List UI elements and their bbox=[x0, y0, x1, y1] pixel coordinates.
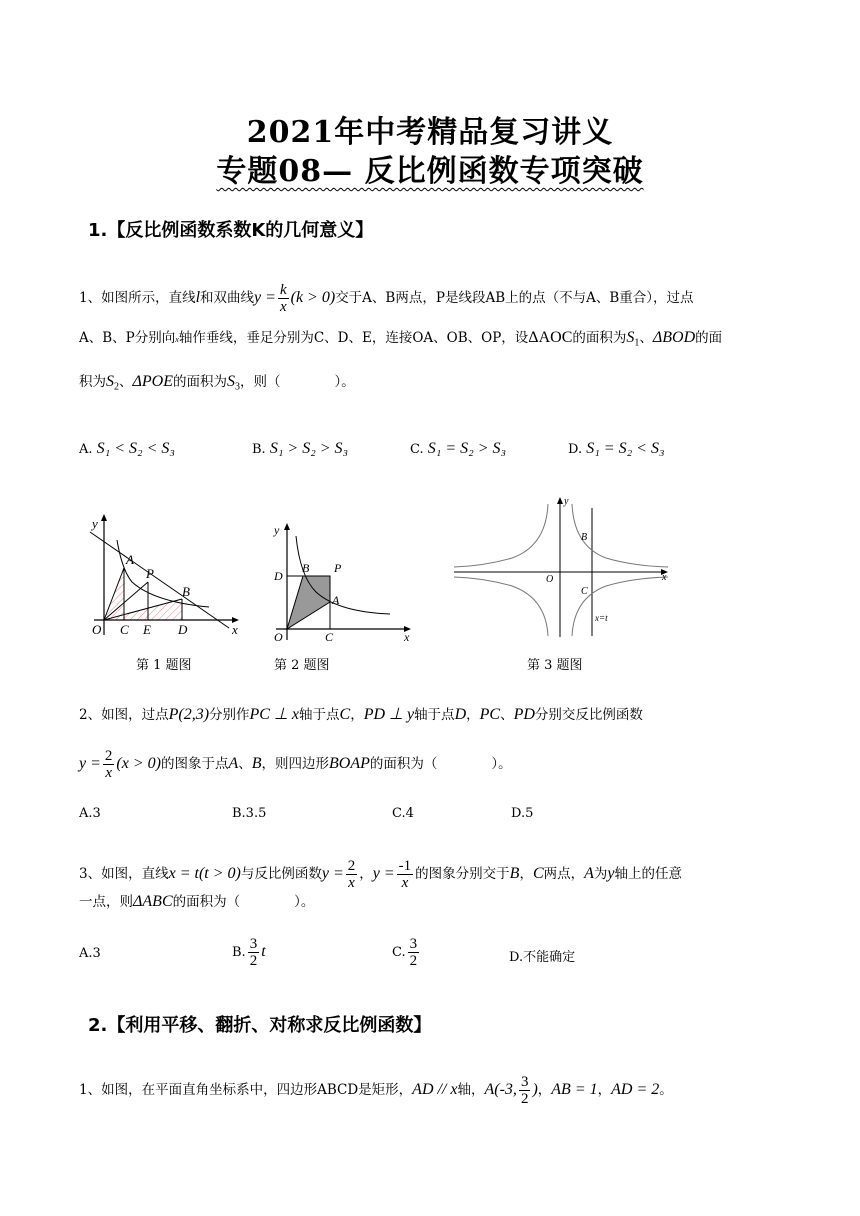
segment-pc: PC bbox=[479, 706, 501, 723]
figure-1 bbox=[84, 510, 254, 640]
figure-1-caption: 第 1 题图 bbox=[136, 658, 192, 673]
line-x-eq-t: x = t(t > 0) bbox=[168, 865, 241, 882]
frac-den: x bbox=[105, 765, 112, 781]
q2-number: 2、 bbox=[79, 707, 102, 723]
q3-text: ， bbox=[519, 866, 533, 882]
fraction-2-over-x bbox=[103, 748, 115, 781]
fig3-label-c: C bbox=[581, 586, 588, 597]
q3-text: 的面积为（ ）。 bbox=[172, 894, 315, 910]
var-t: t bbox=[261, 943, 266, 960]
fig3-label-y: y bbox=[564, 496, 569, 507]
q1-text: 和双曲线 bbox=[200, 290, 255, 306]
fig1-label-c: C bbox=[120, 622, 129, 637]
document-title: 2021年中考精品复习讲义 bbox=[246, 115, 614, 150]
document-subtitle bbox=[0, 146, 860, 190]
q1-line-3 bbox=[79, 372, 355, 398]
frac-num: k bbox=[279, 282, 287, 298]
ab-equals: AB = 1 bbox=[551, 1081, 598, 1098]
s2-q1-text: ， bbox=[597, 1082, 612, 1098]
q2-text: 、 bbox=[500, 707, 514, 723]
q2-text: ，则四边形 bbox=[261, 756, 330, 772]
q1-text: 、 bbox=[639, 330, 653, 346]
frac-num: 3 bbox=[409, 936, 418, 952]
fig2-label-x: x bbox=[404, 630, 410, 644]
var-s1: S bbox=[626, 329, 635, 346]
fig2-label-o: O bbox=[274, 630, 283, 644]
frac-den: x bbox=[401, 875, 409, 891]
option-text: S₁ < S₂ < S₃ bbox=[96, 440, 175, 457]
section-heading-2: 2.【利用平移、翻折、对称求反比例函数】 bbox=[88, 1015, 432, 1036]
option-letter: B. bbox=[232, 945, 246, 960]
q2-text: 如图，过点 bbox=[101, 707, 169, 723]
fraction-k-over-x bbox=[278, 282, 289, 315]
q3-text: 的图象分别交于 bbox=[415, 866, 510, 882]
q1-text: 交于A、B两点，P是线段AB上的点（不与A、B重合），过点 bbox=[335, 290, 694, 306]
triangle-abc: ΔABC bbox=[133, 893, 173, 910]
q1-text: ，则（ ）。 bbox=[240, 374, 355, 390]
point-a: A(-3, bbox=[484, 1081, 517, 1098]
fig2-label-d: D bbox=[274, 569, 283, 583]
q1-text: 如图所示，直线 bbox=[101, 290, 196, 306]
fraction-3-over-2 bbox=[519, 1074, 531, 1107]
formula-condition: (x > 0) bbox=[116, 755, 161, 772]
q2-option-d: D.5 bbox=[511, 806, 534, 821]
q3-text: ， bbox=[359, 866, 373, 882]
fig1-label-a: A bbox=[126, 552, 134, 567]
s2-q1-line-1 bbox=[79, 1074, 673, 1107]
q1-option-d bbox=[568, 440, 665, 458]
option-letter: B. bbox=[252, 442, 266, 457]
q3-text: 一点，则 bbox=[79, 894, 133, 910]
point-a: A bbox=[228, 755, 239, 772]
q3-number: 3、 bbox=[79, 866, 102, 882]
sub-3: 3 bbox=[235, 381, 240, 393]
fraction-2-over-x bbox=[346, 858, 358, 891]
q3-option-a: A.3 bbox=[79, 946, 101, 961]
option-text: S₁ > S₂ > S₃ bbox=[269, 440, 349, 457]
point-d: D bbox=[454, 706, 467, 723]
q1-text: 的面积为 bbox=[572, 330, 627, 346]
q1-text: 、 bbox=[119, 374, 133, 390]
triangle-bod: ΔBOD bbox=[652, 329, 696, 346]
q2-text: ， bbox=[350, 707, 364, 723]
fig3-label-b: B bbox=[581, 532, 588, 543]
q1-text: 轴作垂线，垂足分别为C、D、E，连接OA、OB、OP，设 bbox=[178, 330, 529, 346]
formula-lhs: y = bbox=[372, 865, 395, 882]
fig1-label-e: E bbox=[143, 622, 151, 637]
q1-option-c bbox=[410, 440, 506, 458]
var-y: y bbox=[607, 865, 615, 882]
fig2-label-p: P bbox=[334, 561, 342, 575]
fraction-neg1-over-x bbox=[397, 858, 414, 891]
fig1-label-o: O bbox=[92, 622, 102, 637]
fraction-3-over-2 bbox=[248, 936, 260, 969]
s2-q1-text: ， bbox=[537, 1082, 552, 1098]
q3-option-d: D.不能确定 bbox=[509, 950, 576, 965]
sub-1: 1 bbox=[634, 337, 640, 349]
q3-text: 为 bbox=[593, 866, 608, 882]
fig1-label-x: x bbox=[232, 622, 238, 637]
figure-3 bbox=[448, 494, 674, 640]
option-letter: C. bbox=[392, 945, 406, 960]
fig1-label-p: P bbox=[146, 566, 154, 581]
q1-text: 积为 bbox=[79, 374, 106, 390]
option-letter: A. bbox=[79, 442, 93, 457]
q3-text: 两点， bbox=[543, 866, 585, 882]
formula-lhs: y = bbox=[79, 755, 101, 772]
fig2-label-y: y bbox=[274, 523, 280, 537]
frac-den: 2 bbox=[520, 1091, 529, 1107]
ad-parallel-x: AD // x bbox=[412, 1081, 458, 1098]
q3-text: 如图，直线 bbox=[101, 866, 169, 882]
var-s2: S bbox=[106, 373, 114, 390]
q2-text: 分别作 bbox=[209, 707, 250, 723]
fig2-label-c: C bbox=[325, 630, 334, 644]
q1-text: 的面 bbox=[695, 330, 723, 346]
section-heading-1: 1.【反比例函数系数K的几何意义】 bbox=[88, 220, 374, 241]
var-l: l bbox=[195, 289, 201, 306]
q2-line-1 bbox=[79, 705, 643, 725]
pc-perp: PC ⊥ x bbox=[249, 706, 300, 723]
q2-option-c: C.4 bbox=[392, 806, 414, 821]
q3-line-2 bbox=[79, 892, 314, 912]
q2-text: 的图象于点 bbox=[160, 756, 229, 772]
frac-den: 2 bbox=[249, 953, 258, 969]
figure-2-caption: 第 2 题图 bbox=[274, 658, 330, 673]
ad-equals: AD = 2 bbox=[611, 1081, 660, 1098]
s2-q1-text: 如图，在平面直角坐标系中，四边形ABCD是矩形， bbox=[101, 1082, 413, 1098]
frac-num: -1 bbox=[398, 858, 412, 874]
triangle-aoc: ΔAOC bbox=[528, 329, 573, 346]
frac-den: x bbox=[348, 875, 355, 891]
formula-lhs: y = bbox=[321, 865, 344, 882]
option-text: S₁ = S₂ < S₃ bbox=[586, 440, 665, 457]
var-x: x bbox=[175, 335, 179, 344]
frac-den: x bbox=[279, 299, 287, 315]
fig2-label-b: B bbox=[302, 561, 310, 575]
pd-perp: PD ⊥ y bbox=[363, 706, 415, 723]
point-b: B bbox=[509, 865, 520, 882]
point-p: P(2,3) bbox=[168, 706, 210, 723]
point-c: C bbox=[532, 865, 544, 882]
fig3-label-o: O bbox=[546, 574, 554, 585]
point-a: A bbox=[584, 865, 594, 882]
q3-line-1 bbox=[79, 858, 682, 891]
fig3-label-xt: x=t bbox=[595, 613, 608, 623]
q2-text: 的面积为（ ）。 bbox=[369, 756, 512, 772]
fig1-label-d: D bbox=[178, 622, 188, 637]
subtitle-text: 专题08— 反比例函数专项突破 bbox=[216, 154, 644, 189]
sub-2: 2 bbox=[114, 381, 119, 393]
q1-line-1 bbox=[79, 282, 694, 315]
frac-num: 2 bbox=[347, 858, 356, 874]
fig3-label-x: x bbox=[662, 572, 667, 583]
point-c: C bbox=[339, 706, 351, 723]
q1-number: 1、 bbox=[79, 290, 102, 306]
q3-option-c bbox=[392, 936, 421, 969]
fraction-3-over-2 bbox=[408, 936, 420, 969]
paren-close: ) bbox=[532, 1081, 538, 1098]
fig2-label-a: A bbox=[332, 593, 340, 607]
frac-num: 3 bbox=[249, 936, 258, 952]
quad-boap: BOAP bbox=[329, 755, 370, 772]
fig1-label-b: B bbox=[182, 584, 190, 599]
option-text: S₁ = S₂ > S₃ bbox=[427, 440, 507, 457]
figure-2 bbox=[268, 516, 416, 644]
frac-num: 2 bbox=[104, 748, 113, 764]
s2-q1-text: 。 bbox=[659, 1082, 673, 1098]
q1-text: 的面积为 bbox=[173, 374, 227, 390]
q2-line-2 bbox=[79, 748, 512, 781]
q1-option-b bbox=[252, 440, 348, 458]
var-s3: S bbox=[227, 373, 235, 390]
formula-condition: (k > 0) bbox=[290, 289, 336, 306]
q2-option-a: A.3 bbox=[79, 806, 101, 821]
point-b: B bbox=[251, 755, 262, 772]
q3-text: 与反比例函数 bbox=[240, 866, 322, 882]
option-letter: C. bbox=[410, 442, 424, 457]
q1-option-a bbox=[79, 440, 175, 458]
s2-q1-number: 1、 bbox=[79, 1082, 102, 1098]
triangle-poe: ΔPOE bbox=[132, 373, 173, 390]
option-letter: D. bbox=[568, 442, 583, 457]
q1-text: A、B、P分别向 bbox=[79, 330, 176, 346]
q3-option-b bbox=[232, 936, 266, 969]
frac-den: 2 bbox=[409, 953, 418, 969]
q2-text: 分别交反比例函数 bbox=[534, 707, 643, 723]
q1-line-2 bbox=[79, 328, 722, 354]
q2-text: ， bbox=[466, 707, 480, 723]
s2-q1-text: 轴， bbox=[457, 1082, 485, 1098]
q2-text: 、 bbox=[238, 756, 252, 772]
segment-pd: PD bbox=[513, 706, 535, 723]
figure-3-caption: 第 3 题图 bbox=[527, 658, 583, 673]
q2-option-b: B.3.5 bbox=[232, 806, 267, 821]
q2-text: 轴于点 bbox=[299, 707, 340, 723]
fig1-label-y: y bbox=[92, 516, 98, 531]
frac-num: 3 bbox=[520, 1074, 529, 1090]
formula-lhs: y = bbox=[254, 289, 276, 306]
q3-text: 轴上的任意 bbox=[614, 866, 682, 882]
q2-text: 轴于点 bbox=[414, 707, 455, 723]
